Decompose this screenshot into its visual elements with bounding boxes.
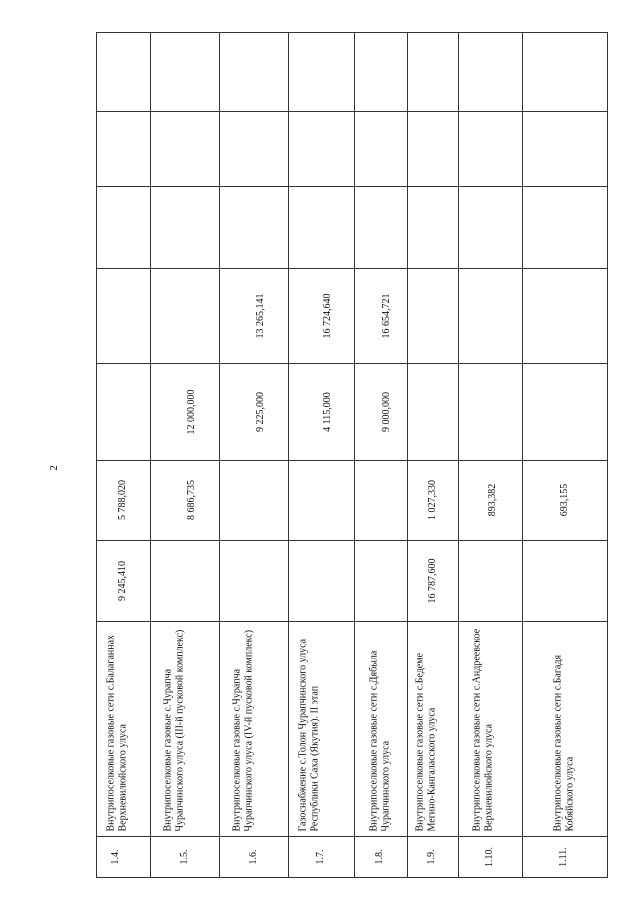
value-cell: 1 027,330 [427, 480, 438, 520]
table-border-left [96, 32, 97, 878]
row-name: Внутрипоселковые газовые сети с.Дябыла Чурапчинского улуса [368, 650, 392, 832]
column-divider [96, 621, 608, 622]
row-number: 1.5. [179, 849, 190, 865]
value-cell: 16 724,640 [322, 293, 333, 339]
column-divider [96, 268, 608, 269]
table-border-right [607, 32, 608, 878]
value-cell: 16 654,721 [381, 293, 392, 339]
value-cell: 9 245,410 [117, 561, 128, 601]
row-divider [219, 32, 220, 878]
row-name: Внутрипоселковые газовые с.Чурапча Чурапчинского улуса (IV-й пусковой комплекс) [231, 629, 255, 832]
value-cell: 893,382 [487, 483, 498, 517]
row-name: Внутрипоселковые газовые сети с.Балаганнах Верхневилюйского улуса [105, 634, 129, 832]
row-name: Внутрипоселковые газовые сети с.Багадя Кобяйского улуса [552, 654, 576, 832]
value-cell: 693,155 [559, 483, 570, 517]
table-border-top [96, 32, 608, 33]
value-cell: 12 000,000 [186, 389, 197, 435]
value-cell: 8 686,735 [186, 480, 197, 520]
row-name: Газоснабжение с.Толон Чурапчинского улуса Республики Саха (Якутия). II этап [297, 638, 321, 832]
row-number: 1.7. [315, 849, 326, 865]
column-divider [96, 111, 608, 112]
value-cell: 5 788,020 [117, 480, 128, 520]
row-divider [150, 32, 151, 878]
column-divider [96, 540, 608, 541]
value-cell: 9 225,000 [255, 392, 266, 432]
row-divider [458, 32, 459, 878]
page-number: 2 [48, 465, 60, 471]
column-divider [96, 186, 608, 187]
row-number: 1.4. [110, 849, 121, 865]
row-number: 1.6. [248, 849, 259, 865]
row-name: Внутрипоселковые газовые сети с.Бедеме Мегино-Кангаласского улуса [414, 653, 438, 832]
table-border-bottom [96, 877, 608, 878]
row-number: 1.9. [426, 849, 437, 865]
row-number: 1.8. [374, 849, 385, 865]
row-divider [522, 32, 523, 878]
column-divider [96, 363, 608, 364]
row-number: 1.11. [558, 847, 569, 867]
row-number: 1.10. [484, 847, 495, 867]
value-cell: 9 000,000 [381, 392, 392, 432]
column-divider [96, 836, 608, 837]
row-divider [354, 32, 355, 878]
value-cell: 16 787,600 [427, 558, 438, 604]
value-cell: 4 115,000 [322, 392, 333, 432]
value-cell: 13 265,141 [255, 293, 266, 339]
row-divider [407, 32, 408, 878]
row-divider [288, 32, 289, 878]
column-divider [96, 460, 608, 461]
row-name: Внутрипоселковые газовые с.Чурапча Чурапчинского улуса (III-й пусковой комплекс) [162, 629, 186, 832]
data-table [96, 32, 608, 878]
row-name: Внутрипоселковые газовые сети с.Андреевское Верхневилюйского улуса [471, 628, 495, 832]
